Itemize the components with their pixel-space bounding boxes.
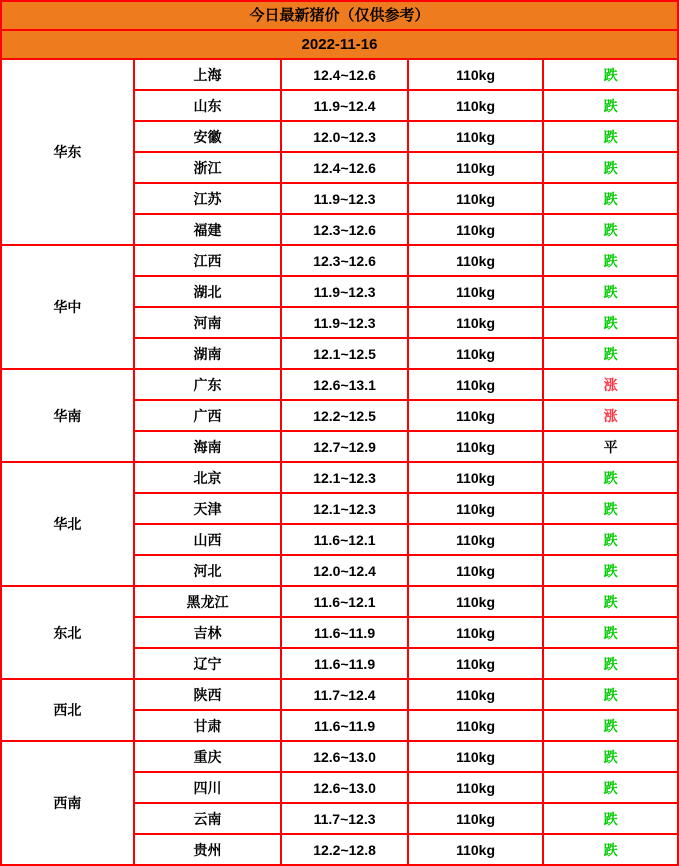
price-range-cell: 12.6~13.0 <box>281 741 408 772</box>
province-cell: 辽宁 <box>134 648 282 679</box>
weight-cell: 110kg <box>408 679 543 710</box>
price-range-cell: 11.9~12.3 <box>281 307 408 338</box>
weight-cell: 110kg <box>408 834 543 865</box>
title-row <box>1 1 678 30</box>
province-cell: 甘肃 <box>134 710 282 741</box>
region-cell: 华南 <box>1 369 134 462</box>
price-range-cell: 12.4~12.6 <box>281 152 408 183</box>
trend-cell: 跌 <box>543 90 678 121</box>
weight-cell: 110kg <box>408 710 543 741</box>
price-range-cell: 12.1~12.5 <box>281 338 408 369</box>
table-row <box>1 462 678 493</box>
weight-cell: 110kg <box>408 803 543 834</box>
trend-cell: 平 <box>543 431 678 462</box>
province-cell: 吉林 <box>134 617 282 648</box>
trend-cell: 跌 <box>543 121 678 152</box>
price-range-cell: 11.6~12.1 <box>281 586 408 617</box>
province-cell: 湖北 <box>134 276 282 307</box>
price-range-cell: 12.4~12.6 <box>281 59 408 90</box>
weight-cell: 110kg <box>408 400 543 431</box>
weight-cell: 110kg <box>408 617 543 648</box>
province-cell: 浙江 <box>134 152 282 183</box>
province-cell: 北京 <box>134 462 282 493</box>
province-cell: 四川 <box>134 772 282 803</box>
trend-cell: 跌 <box>543 214 678 245</box>
table-row <box>1 679 678 710</box>
province-cell: 湖南 <box>134 338 282 369</box>
province-cell: 河北 <box>134 555 282 586</box>
table-row <box>1 59 678 90</box>
weight-cell: 110kg <box>408 183 543 214</box>
price-range-cell: 12.6~13.0 <box>281 772 408 803</box>
trend-cell: 跌 <box>543 524 678 555</box>
province-cell: 广东 <box>134 369 282 400</box>
trend-cell: 跌 <box>543 617 678 648</box>
weight-cell: 110kg <box>408 152 543 183</box>
province-cell: 江苏 <box>134 183 282 214</box>
weight-cell: 110kg <box>408 338 543 369</box>
table-row <box>1 369 678 400</box>
weight-cell: 110kg <box>408 90 543 121</box>
trend-cell: 跌 <box>543 183 678 214</box>
trend-cell: 涨 <box>543 400 678 431</box>
weight-cell: 110kg <box>408 431 543 462</box>
price-range-cell: 12.1~12.3 <box>281 493 408 524</box>
province-cell: 重庆 <box>134 741 282 772</box>
province-cell: 云南 <box>134 803 282 834</box>
weight-cell: 110kg <box>408 648 543 679</box>
province-cell: 广西 <box>134 400 282 431</box>
table-row <box>1 245 678 276</box>
weight-cell: 110kg <box>408 493 543 524</box>
price-range-cell: 11.7~12.4 <box>281 679 408 710</box>
province-cell: 天津 <box>134 493 282 524</box>
trend-cell: 跌 <box>543 307 678 338</box>
trend-cell: 跌 <box>543 772 678 803</box>
price-range-cell: 12.7~12.9 <box>281 431 408 462</box>
region-cell: 东北 <box>1 586 134 679</box>
price-rows <box>1 59 678 865</box>
province-cell: 陕西 <box>134 679 282 710</box>
price-range-cell: 11.7~12.3 <box>281 803 408 834</box>
trend-cell: 跌 <box>543 834 678 865</box>
trend-cell: 跌 <box>543 586 678 617</box>
province-cell: 山东 <box>134 90 282 121</box>
province-cell: 安徽 <box>134 121 282 152</box>
price-range-cell: 12.0~12.4 <box>281 555 408 586</box>
price-range-cell: 12.3~12.6 <box>281 245 408 276</box>
price-range-cell: 12.0~12.3 <box>281 121 408 152</box>
price-range-cell: 11.6~11.9 <box>281 617 408 648</box>
weight-cell: 110kg <box>408 59 543 90</box>
trend-cell: 跌 <box>543 555 678 586</box>
price-range-cell: 11.6~12.1 <box>281 524 408 555</box>
price-range-cell: 12.6~13.1 <box>281 369 408 400</box>
price-range-cell: 12.2~12.8 <box>281 834 408 865</box>
weight-cell: 110kg <box>408 772 543 803</box>
trend-cell: 跌 <box>543 338 678 369</box>
trend-cell: 跌 <box>543 493 678 524</box>
province-cell: 海南 <box>134 431 282 462</box>
table-date: 2022-11-16 <box>1 30 678 59</box>
province-cell: 江西 <box>134 245 282 276</box>
weight-cell: 110kg <box>408 369 543 400</box>
date-row <box>1 30 678 59</box>
trend-cell: 跌 <box>543 59 678 90</box>
region-cell: 华北 <box>1 462 134 586</box>
trend-cell: 跌 <box>543 245 678 276</box>
weight-cell: 110kg <box>408 121 543 152</box>
province-cell: 贵州 <box>134 834 282 865</box>
price-range-cell: 12.1~12.3 <box>281 462 408 493</box>
region-cell: 华东 <box>1 59 134 245</box>
region-cell: 西北 <box>1 679 134 741</box>
price-range-cell: 11.9~12.3 <box>281 276 408 307</box>
table-title: 今日最新猪价（仅供参考） <box>1 1 678 30</box>
weight-cell: 110kg <box>408 214 543 245</box>
province-cell: 河南 <box>134 307 282 338</box>
trend-cell: 跌 <box>543 741 678 772</box>
weight-cell: 110kg <box>408 245 543 276</box>
weight-cell: 110kg <box>408 524 543 555</box>
weight-cell: 110kg <box>408 555 543 586</box>
price-range-cell: 11.6~11.9 <box>281 648 408 679</box>
price-range-cell: 11.9~12.4 <box>281 90 408 121</box>
province-cell: 山西 <box>134 524 282 555</box>
region-cell: 华中 <box>1 245 134 369</box>
weight-cell: 110kg <box>408 586 543 617</box>
trend-cell: 涨 <box>543 369 678 400</box>
price-range-cell: 12.3~12.6 <box>281 214 408 245</box>
weight-cell: 110kg <box>408 307 543 338</box>
province-cell: 福建 <box>134 214 282 245</box>
weight-cell: 110kg <box>408 276 543 307</box>
weight-cell: 110kg <box>408 462 543 493</box>
price-range-cell: 12.2~12.5 <box>281 400 408 431</box>
price-range-cell: 11.6~11.9 <box>281 710 408 741</box>
trend-cell: 跌 <box>543 276 678 307</box>
province-cell: 上海 <box>134 59 282 90</box>
province-cell: 黑龙江 <box>134 586 282 617</box>
trend-cell: 跌 <box>543 648 678 679</box>
price-range-cell: 11.9~12.3 <box>281 183 408 214</box>
trend-cell: 跌 <box>543 152 678 183</box>
trend-cell: 跌 <box>543 710 678 741</box>
region-cell: 西南 <box>1 741 134 865</box>
trend-cell: 跌 <box>543 462 678 493</box>
trend-cell: 跌 <box>543 679 678 710</box>
table-row <box>1 586 678 617</box>
trend-cell: 跌 <box>543 803 678 834</box>
table-row <box>1 741 678 772</box>
weight-cell: 110kg <box>408 741 543 772</box>
